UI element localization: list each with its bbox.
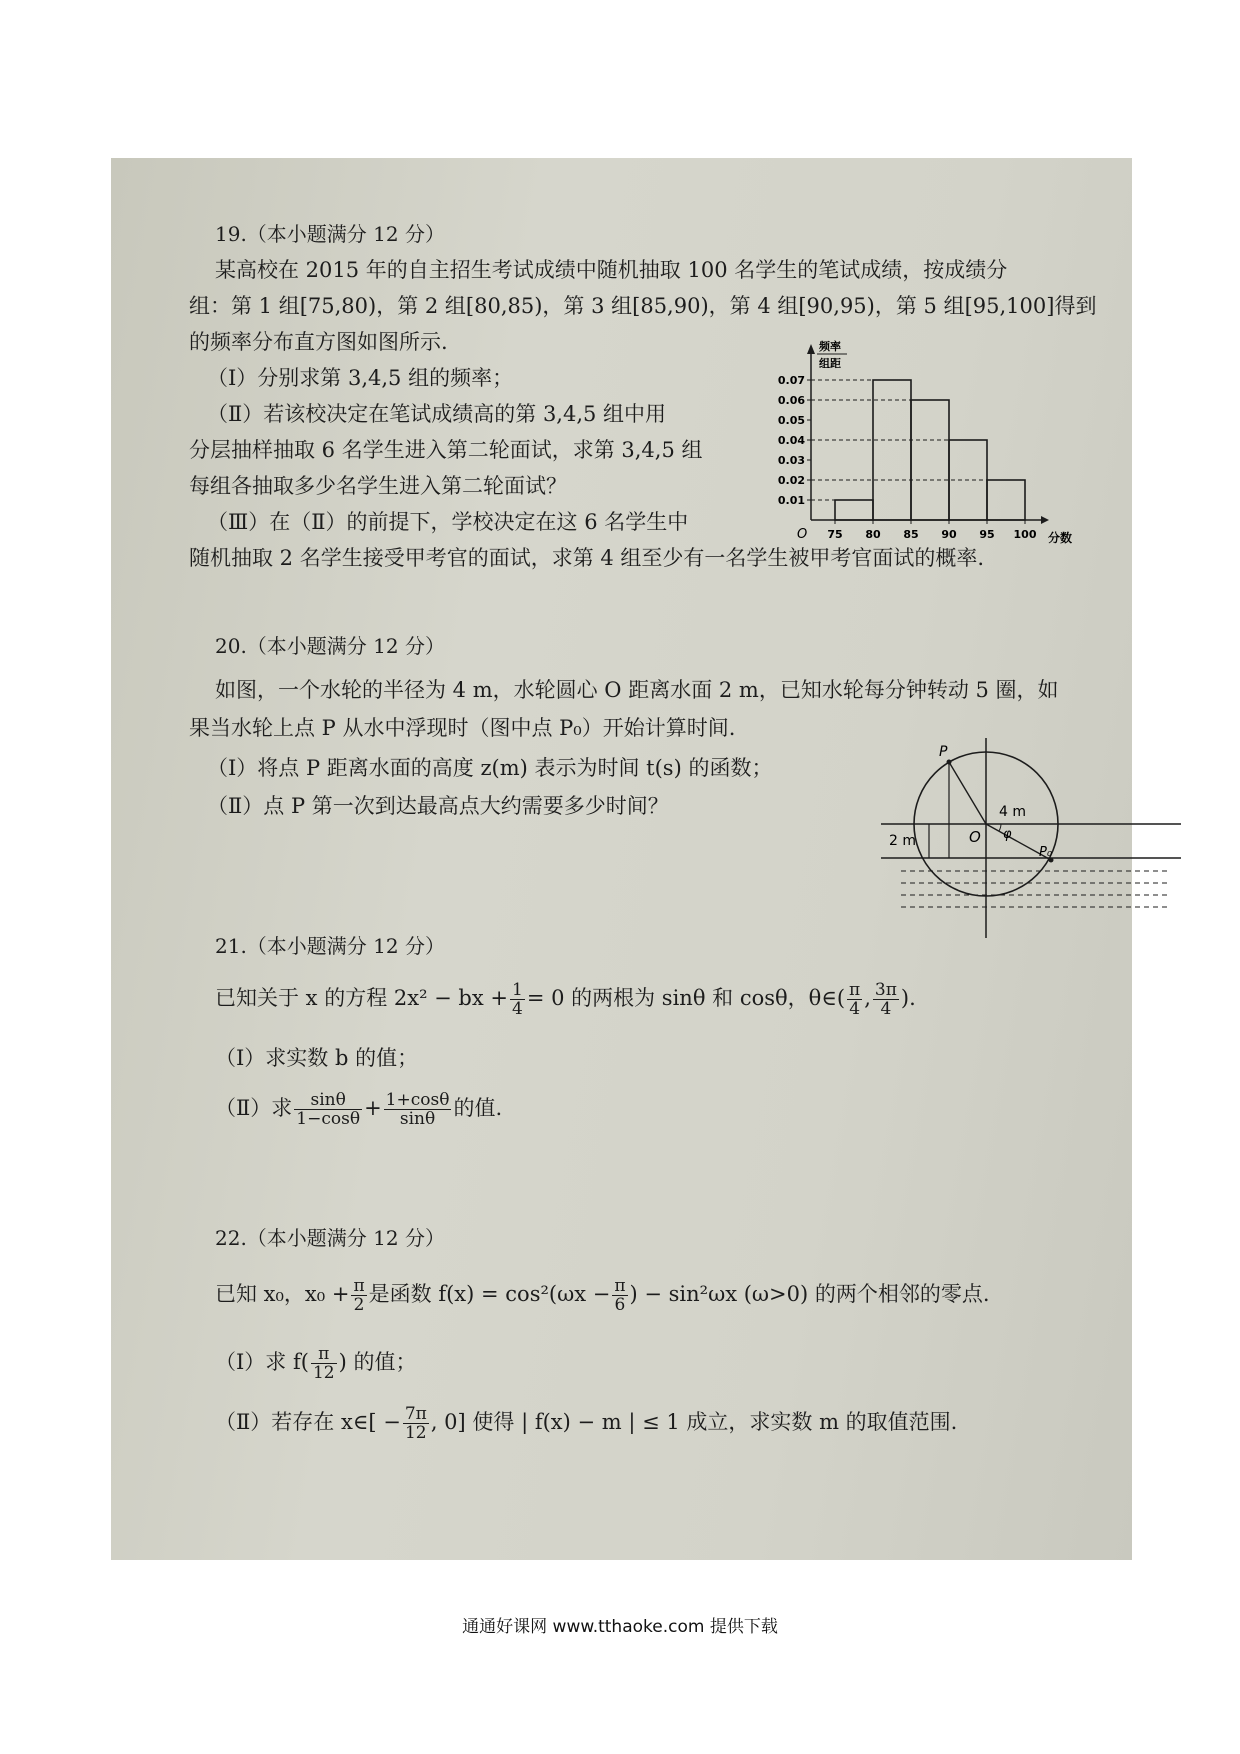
denominator: 1−cosθ bbox=[296, 1109, 361, 1129]
text: 是函数 f(x) = cos²(ωx − bbox=[368, 1282, 611, 1306]
frequency-histogram bbox=[721, 334, 1073, 545]
histogram-bar bbox=[835, 500, 873, 520]
question-22-heading: 22.（本小题满分 12 分） bbox=[215, 1226, 445, 1250]
question-20-line: 果当水轮上点 P 从水中浮现时（图中点 P₀）开始计算时间. bbox=[189, 716, 736, 740]
fraction bbox=[294, 1091, 362, 1128]
histogram-bar bbox=[873, 380, 911, 520]
text: ). bbox=[900, 986, 916, 1010]
numerator: π bbox=[311, 1345, 337, 1364]
question-21-heading: 21.（本小题满分 12 分） bbox=[215, 934, 445, 958]
numerator: 1+cosθ bbox=[385, 1090, 450, 1110]
y-axis-label-bottom: 组距 bbox=[819, 357, 841, 370]
text: 的值. bbox=[453, 1096, 503, 1120]
angle-arc bbox=[999, 824, 1001, 831]
label-angle: φ bbox=[1003, 827, 1012, 842]
fraction bbox=[384, 1091, 452, 1128]
x-tick-label: 90 bbox=[941, 528, 957, 541]
water-wheel-figure bbox=[881, 738, 1191, 938]
question-20-part-1: （Ⅰ）将点 P 距离水面的高度 z(m) 表示为时间 t(s) 的函数； bbox=[207, 756, 773, 780]
text: 已知 x₀，x₀ + bbox=[215, 1282, 350, 1306]
y-tick-label: 0.02 bbox=[777, 474, 805, 487]
x-tick-label: 85 bbox=[903, 528, 919, 541]
label-radius: 4 m bbox=[999, 804, 1026, 820]
text: , bbox=[864, 986, 871, 1010]
text: （Ⅰ）求 f( bbox=[215, 1350, 309, 1374]
y-tick-label: 0.06 bbox=[777, 394, 805, 407]
radius-to-p bbox=[949, 762, 986, 824]
fraction bbox=[403, 1405, 429, 1442]
numerator: π bbox=[849, 980, 861, 1000]
x-tick-label: 95 bbox=[979, 528, 995, 541]
question-21-line-1 bbox=[215, 980, 916, 1018]
label-height: 2 m bbox=[889, 833, 916, 849]
numerator: 7π bbox=[404, 1404, 427, 1424]
text: ) 的值； bbox=[338, 1350, 417, 1374]
download-footer: 通通好课网 www.tthaoke.com 提供下载 bbox=[462, 1617, 778, 1637]
y-axis-label-top: 频率 bbox=[819, 340, 841, 353]
label-p: P bbox=[939, 744, 948, 760]
y-tick-label: 0.05 bbox=[777, 414, 805, 427]
x-tick-label: 80 bbox=[865, 528, 881, 541]
question-20-part-2: （Ⅱ）点 P 第一次到达最高点大约需要多少时间？ bbox=[207, 794, 669, 818]
text: 已知关于 x 的方程 2x² − bx + bbox=[215, 986, 508, 1010]
numerator: π bbox=[614, 1276, 626, 1296]
histogram-bar bbox=[987, 480, 1025, 520]
question-20-line: 如图，一个水轮的半径为 4 m，水轮圆心 O 距离水面 2 m，已知水轮每分钟转动 5 圈，如 bbox=[215, 678, 1059, 702]
numerator: sinθ bbox=[294, 1091, 362, 1110]
question-19-line: 组：第 1 组[75,80)，第 2 组[80,85)，第 3 组[85,90)，第 4 组[90,95)，第 5 组[95,100]得到 bbox=[189, 294, 1097, 318]
denominator: 2 bbox=[353, 1295, 365, 1315]
denominator: 4 bbox=[512, 999, 523, 1019]
text: （Ⅱ）若存在 x∈[ − bbox=[215, 1410, 401, 1434]
question-19-line: 随机抽取 2 名学生接受甲考官的面试，求第 4 组至少有一名学生被甲考官面试的概率. bbox=[189, 546, 985, 570]
denominator: 6 bbox=[614, 1295, 626, 1315]
question-19-line: 的频率分布直方图如图所示. bbox=[189, 330, 448, 354]
y-tick-label: 0.07 bbox=[777, 374, 805, 387]
question-19-part-1: （Ⅰ）分别求第 3,4,5 组的频率； bbox=[207, 366, 514, 390]
x-axis-label: 分数 bbox=[1048, 531, 1073, 545]
exam-page-photo bbox=[111, 158, 1132, 1560]
question-21-part-2 bbox=[215, 1090, 502, 1128]
fraction bbox=[612, 1277, 627, 1314]
question-19-line: 每组各抽取多少名学生进入第二轮面试？ bbox=[189, 474, 567, 498]
numerator: 1 bbox=[512, 980, 523, 1000]
question-19-part-2: （Ⅱ）若该校决定在笔试成绩高的第 3,4,5 组中用 bbox=[207, 402, 667, 426]
numerator: 3π bbox=[874, 980, 897, 1000]
question-20-heading: 20.（本小题满分 12 分） bbox=[215, 634, 445, 658]
origin-label: O bbox=[797, 527, 808, 542]
question-19-part-3: （Ⅲ）在（Ⅱ）的前提下，学校决定在这 6 名学生中 bbox=[207, 510, 689, 534]
label-p0: P₀ bbox=[1039, 845, 1053, 860]
text: ) − sin²ωx (ω>0) 的两个相邻的零点. bbox=[629, 1282, 990, 1306]
text: = 0 的两根为 sinθ 和 cosθ，θ∈( bbox=[526, 986, 846, 1010]
denominator: 12 bbox=[404, 1423, 427, 1443]
text: + bbox=[364, 1096, 382, 1120]
question-19-heading: 19.（本小题满分 12 分） bbox=[215, 222, 445, 246]
fraction bbox=[351, 1277, 366, 1314]
fraction bbox=[510, 981, 525, 1018]
question-21-part-1: （Ⅰ）求实数 b 的值； bbox=[215, 1046, 419, 1070]
text: （Ⅱ）求 bbox=[215, 1096, 293, 1120]
denominator: sinθ bbox=[399, 1109, 436, 1129]
question-22-line-1 bbox=[215, 1276, 990, 1314]
question-19-line: 分层抽样抽取 6 名学生进入第二轮面试，求第 3,4,5 组 bbox=[189, 438, 703, 462]
point-p bbox=[947, 760, 952, 765]
y-axis-arrow bbox=[807, 344, 815, 354]
x-tick-label: 75 bbox=[827, 528, 843, 541]
y-tick-label: 0.04 bbox=[777, 434, 805, 447]
x-tick-label: 100 bbox=[1013, 528, 1037, 541]
question-19-line: 某高校在 2015 年的自主招生考试成绩中随机抽取 100 名学生的笔试成绩，按成绩分 bbox=[215, 258, 1008, 282]
histogram-bar bbox=[911, 400, 949, 520]
denominator: 4 bbox=[880, 999, 892, 1019]
denominator: 12 bbox=[312, 1363, 335, 1383]
y-tick-label: 0.03 bbox=[777, 454, 805, 467]
fraction bbox=[311, 1345, 337, 1382]
question-22-part-1 bbox=[215, 1344, 416, 1382]
y-tick-label: 0.01 bbox=[777, 494, 805, 507]
fraction bbox=[873, 981, 899, 1018]
text: , 0] 使得 | f(x) − m | ≤ 1 成立，求实数 m 的取值范围. bbox=[430, 1410, 958, 1434]
question-22-part-2 bbox=[215, 1404, 957, 1442]
numerator: π bbox=[353, 1276, 365, 1296]
label-o: O bbox=[969, 828, 981, 846]
fraction bbox=[847, 981, 862, 1018]
denominator: 4 bbox=[849, 999, 861, 1019]
x-axis-arrow bbox=[1041, 516, 1049, 524]
